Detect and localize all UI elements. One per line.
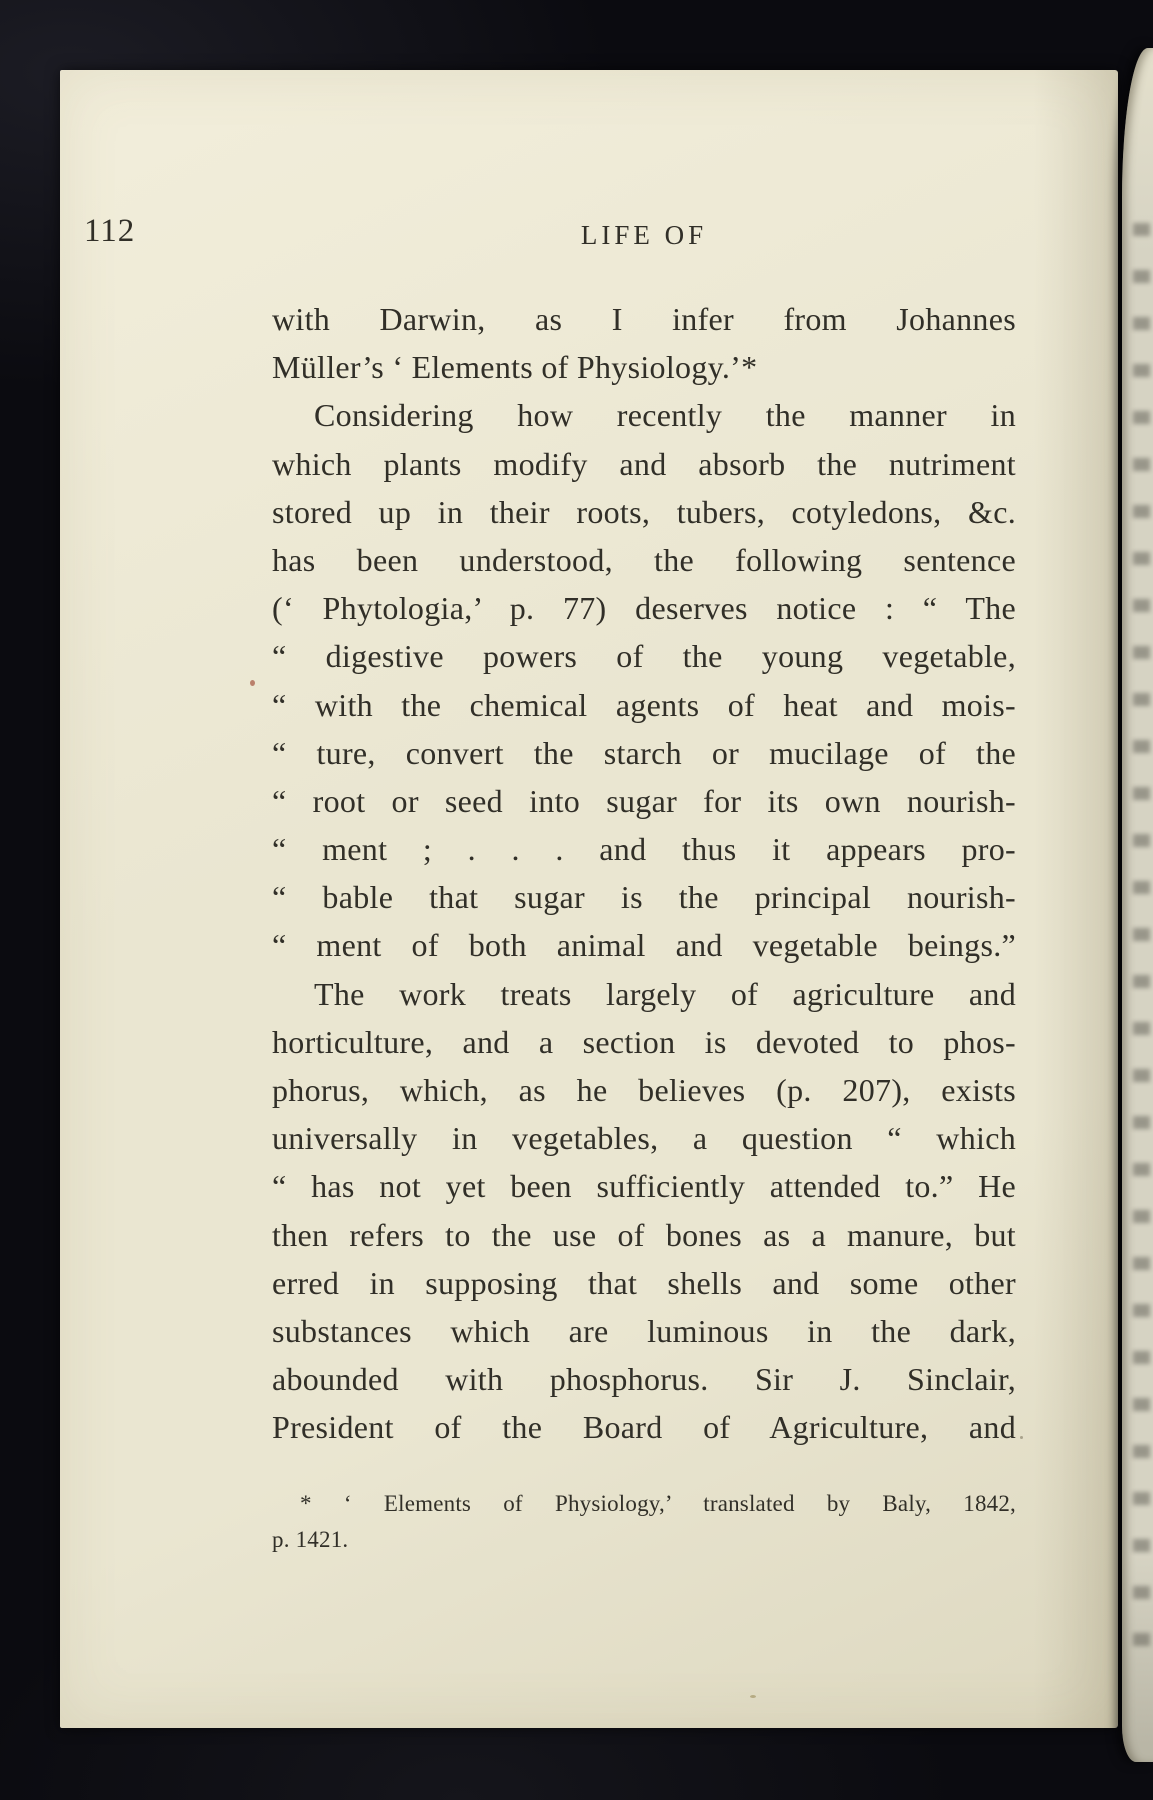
text-line: “ ment ; . . . and thus it appears pro- (272, 831, 1016, 868)
text-line: abounded with phosphorus. Sir J. Sinclair, (272, 1361, 1016, 1398)
text-line: then refers to the use of bones as a manure, but (272, 1216, 1016, 1253)
text-line: “ with the chemical agents of heat and mois- (272, 686, 1016, 723)
text-line: which plants modify and absorb the nutriment (272, 445, 1016, 482)
paper-speck (250, 680, 255, 686)
text-line: Müller’s ‘ Elements of Physiology.’* (272, 349, 758, 386)
text-line: has been understood, the following sentence (272, 541, 1016, 578)
next-page-ghost-text (1133, 223, 1150, 1677)
text-line: Considering how recently the manner in (314, 397, 1016, 434)
text-line: stored up in their roots, tubers, cotyledons, &c. (272, 493, 1016, 530)
body-text (272, 295, 1016, 1452)
text-line: with Darwin, as I infer from Johannes (272, 301, 1016, 337)
paper-speck (750, 1695, 756, 1698)
text-line: * ‘ Elements of Physiology,’ translated by Baly, 1842, (300, 1491, 1016, 1516)
text-line: p. 1421. (272, 1527, 349, 1552)
text-line: horticulture, and a section is devoted to phos- (272, 1023, 1016, 1060)
footnote (272, 1486, 1016, 1558)
text-line: The work treats largely of agriculture and (314, 975, 1016, 1012)
running-title: LIFE OF (580, 220, 708, 250)
book-page (60, 70, 1118, 1728)
text-line: President of the Board of Agriculture, and (272, 1409, 1016, 1446)
text-line: erred in supposing that shells and some other (272, 1264, 1016, 1301)
text-line: “ digestive powers of the young vegetable, (272, 638, 1016, 675)
text-line: phorus, which, as he believes (p. 207), exists (272, 1072, 1016, 1108)
paper-speck (1020, 1436, 1023, 1439)
text-line: substances which are luminous in the dark, (272, 1312, 1016, 1349)
text-line: “ has not yet been sufficiently attended to.” He (272, 1168, 1016, 1205)
text-line: “ ment of both animal and vegetable beings.” (272, 927, 1016, 964)
text-line: universally in vegetables, a question “ which (272, 1120, 1016, 1157)
page-number: 112 (84, 213, 136, 249)
text-line: (‘ Phytologia,’ p. 77) deserves notice : “ The (272, 590, 1016, 627)
text-line: “ ture, convert the starch or mucilage of the (272, 734, 1016, 771)
text-line: “ root or seed into sugar for its own nourish- (272, 782, 1016, 819)
text-line: “ bable that sugar is the principal nourish- (272, 879, 1016, 916)
next-page-edge (1122, 48, 1153, 1762)
